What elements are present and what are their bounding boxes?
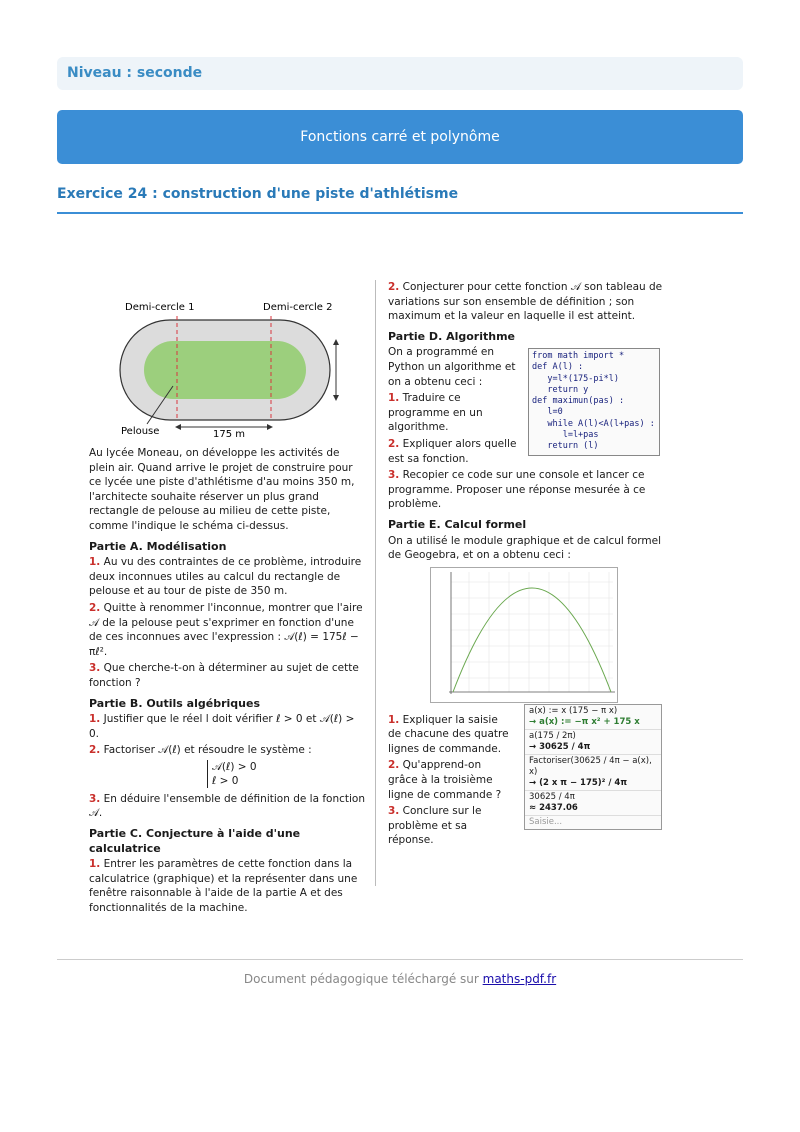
partE-q3: 3. Conclure sur le problème et sa réponse. <box>388 805 482 847</box>
partE-q2: 2. Qu'apprend-on grâce à la troisième ligne de commande ? <box>388 759 502 801</box>
partA-q3: 3. Que cherche-t-on à déterminer au sujet de cette fonction ? <box>89 662 359 689</box>
python-code: from math import * def A(l) : y=l*(175-pi*l) return y def maximun(pas) : l=0 while A(l)<A(l+pas) : l=l+pas return (l) <box>528 348 660 456</box>
geogebra-graph <box>430 567 618 703</box>
geogebra-cas <box>524 704 662 830</box>
exercise-title: Exercice 24 : construction d'une piste d'athlétisme <box>57 186 459 202</box>
label-pelouse: Pelouse <box>121 426 160 437</box>
partD-text <box>388 345 524 466</box>
pelouse-area <box>144 341 306 399</box>
partC-q1: 1. Entrer les paramètres de cette fonction dans la calculatrice (graphique) et la représenter dans une fenêtre raisonnable à l'aide de la partie A et des fonctionnalités de la machine. <box>89 858 358 915</box>
partC-q2: 2. Conjecturer pour cette fonction 𝒜 son tableau de variations sur son ensemble de définition ; son maximum et la valeur en laquelle il est atteint. <box>388 281 663 323</box>
exercise-scan <box>86 266 666 915</box>
footer-text: Document pédagogique téléchargé sur <box>243 972 483 986</box>
level-label: Niveau : seconde <box>67 65 203 81</box>
partE-title: Partie E. Calcul formel <box>388 517 527 531</box>
partA-title: Partie A. Modélisation <box>89 539 227 553</box>
chapter-banner: Fonctions carré et polynôme <box>57 110 743 164</box>
partD-q3: 3. Recopier ce code sur une console et lancer ce programme. Proposer une réponse mesurée à ce problème. <box>388 469 646 511</box>
label-demi-cercle-1: Demi-cercle 1 <box>125 302 195 313</box>
partD-title: Partie D. Algorithme <box>388 329 515 343</box>
partE-intro: On a utilisé le module graphique et de calcul formel de Geogebra, et on a obtenu ceci : <box>388 534 662 562</box>
partB-q1: 1. Justifier que le réel l doit vérifier ℓ > 0 et 𝒜(ℓ) > 0. <box>89 713 355 740</box>
label-175m: 175 m <box>213 429 246 440</box>
partB-q2: 2. Factoriser 𝒜(ℓ) et résoudre le système : <box>89 744 312 757</box>
left-column <box>89 266 366 918</box>
parabola-curve <box>453 588 611 692</box>
partD-q2: 2. Expliquer alors quelle est sa fonction. <box>388 437 517 465</box>
column-divider <box>375 280 376 886</box>
level-box <box>57 57 743 90</box>
cas-row-2: a(175 / 2π) → 30625 / 4π <box>525 730 661 755</box>
cas-input-row[interactable]: Saisie... <box>529 817 563 827</box>
partA-q1: 1. Au vu des contraintes de ce problème, introduire deux inconnues utiles au calcul du rectangle de pelouse et au tour de piste de 350 m. <box>89 556 362 598</box>
partE-q1: 1. Expliquer la saisie de chacune des quatre lignes de commande. <box>388 713 509 755</box>
partB-system: 𝒜(ℓ) > 0 ℓ > 0 <box>89 760 366 788</box>
partB-q3: 3. En déduire l'ensemble de définition de la fonction 𝒜. <box>89 792 366 820</box>
footer-link[interactable]: maths-pdf.fr <box>482 972 557 986</box>
partC-title: Partie C. Conjecture à l'aide d'une calculatrice <box>89 827 301 855</box>
partA-q2: 2. Quitte à renommer l'inconnue, montrer que l'aire 𝒜 de la pelouse peut s'exprimer en fonction d'une de ces inconnues avec l'expression : 𝒜(ℓ) = 175ℓ − πℓ². <box>89 601 363 658</box>
cas-row-4: 30625 / 4π ≈ 2437.06 <box>525 791 661 816</box>
partD-q1: 1. Traduire ce programme en un algorithme. <box>388 392 483 434</box>
partD-intro: On a programmé en Python un algorithme et on a obtenu ceci : <box>388 346 516 388</box>
intro-paragraph: Au lycée Moneau, on développe les activités de plein air. Quand arrive le projet de construire pour ce lycée une piste d'athlétisme d'au moins 350 m, l'architecte souhaite réserver un plus grand rectangle de pelouse au milieu de cette piste, comme l'indique le schéma ci-dessus. <box>89 447 355 532</box>
label-demi-cercle-2: Demi-cercle 2 <box>263 302 333 313</box>
footer-rule <box>57 959 743 960</box>
cas-row-1: a(x) := x (175 − π x) → a(x) := −π x² + 175 x <box>525 705 661 730</box>
partB-title: Partie B. Outils algébriques <box>89 696 260 710</box>
footer <box>0 972 800 986</box>
partE-questions <box>388 713 512 848</box>
track-diagram <box>89 266 366 446</box>
exercise-title-rule <box>57 212 743 214</box>
cas-row-3: Factoriser(30625 / 4π − a(x), x) → (2 x π − 175)² / 4π <box>525 755 661 791</box>
